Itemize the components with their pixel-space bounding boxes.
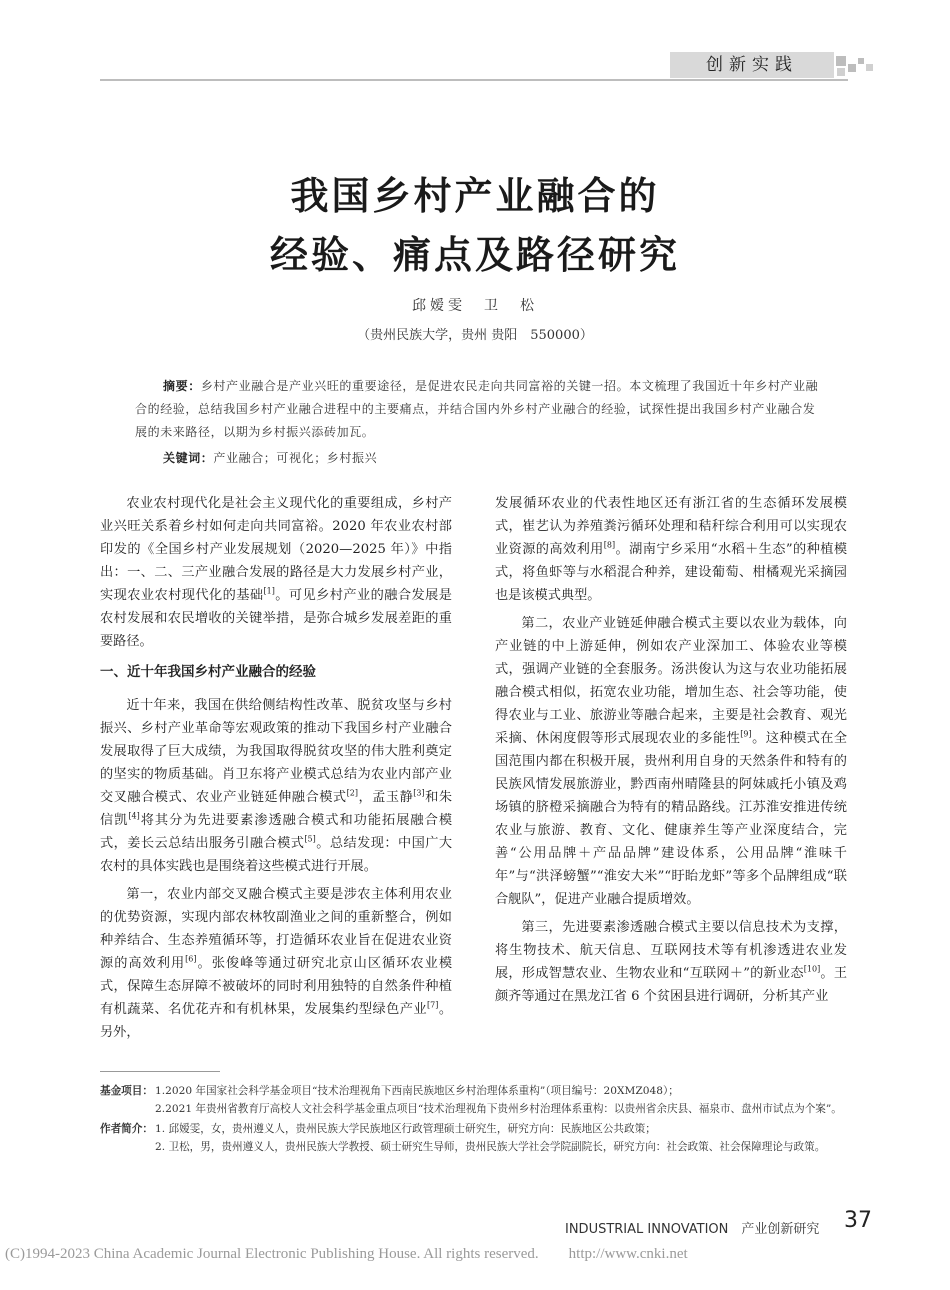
section-header — [0, 0, 950, 90]
citation: [9] — [740, 729, 752, 739]
section-label: 创新实践 — [706, 55, 798, 75]
paragraph — [100, 694, 452, 878]
text-run: 将其分为先进要素渗透融合模式和功能拓展融合模式，姜长云总结出服务引融合模式 — [100, 813, 453, 851]
text-run: 。这种模式在全国范围内都在积极开展，贵州利用自身的天然条件和特有的民族风情发展旅游业，黔西南州晴隆县的阿妹戚托小镇及鸡场镇的脐橙采摘融合为特有的精品路线。江苏淮安推进传统农业与旅游、教育、文化、健康养生等产业深度结合，完善“公用品牌＋产品品牌”建设体系，公用品牌“淮味千年”与“洪泽螃蟹”“淮安大米”“盱眙龙虾”等多个品牌组成“联合舰队”，促进产业融合提质增效。 — [495, 731, 848, 907]
author-bio-item: 2. 卫松，男，贵州遵义人，贵州民族大学教授、硕士研究生导师，贵州民族大学社会学院副院长，研究方向：社会政策、社会保障理论与政策。 — [155, 1141, 826, 1153]
keywords-text: 产业融合；可视化；乡村振兴 — [213, 451, 378, 465]
funding-note — [100, 1082, 850, 1118]
author-bio-label: 作者简介： — [100, 1123, 153, 1135]
decor-square — [848, 64, 856, 72]
paragraph — [100, 883, 452, 1044]
funding-label: 基金项目： — [100, 1085, 153, 1097]
footnote-divider — [100, 1071, 220, 1072]
citation: [1] — [263, 586, 275, 596]
affiliation: （贵州民族大学，贵州 贵阳 550000） — [357, 328, 593, 343]
funding-item: 2.2021 年贵州省教育厅高校人文社会科学基金重点项目“技术治理视角下贵州乡村治理体系重构：以贵州省余庆县、福泉市、盘州市试点为个案”。 — [155, 1103, 842, 1115]
header-rule — [100, 79, 848, 81]
decor-square — [858, 58, 864, 64]
text-run: 。湖南宁乡采用“水稻＋生态”的种植模式，将鱼虾等与水稻混合种养，建设葡萄、柑橘观光采摘园也是该模式典型。 — [495, 542, 848, 603]
citation: [2] — [346, 788, 358, 798]
abstract-text: 乡村产业融合是产业兴旺的重要途径，是促进农民走向共同富裕的关键一招。本文梳理了我国近十年乡村产业融合的经验，总结我国乡村产业融合进程中的主要痛点，并结合国内外乡村产业融合的经验，试探性提出我国乡村产业融合发展的未来路径，以期为乡村振兴添砖加瓦。 — [135, 379, 819, 439]
author-note — [100, 1120, 850, 1156]
funding-item: 1.2020 年国家社会科学基金项目“技术治理视角下西南民族地区乡村治理体系重构”（项目编号：20XMZ048）； — [155, 1085, 679, 1097]
decor-square — [836, 56, 846, 66]
text-run: 。张俊峰等通过研究北京山区循环农业模式，保障生态屏障不被破坏的同时利用独特的自然条件种植有机蔬菜、名优花卉和有机林果，发展集约型绿色产业 — [100, 956, 453, 1017]
section-label-box — [670, 52, 834, 78]
citation: [8] — [603, 540, 616, 550]
text-run: 。总结发现：中国广大农村的具体实践也是围绕着这些模式进行开展。 — [100, 836, 453, 874]
abstract — [135, 375, 825, 444]
author-bio-item: 1. 邱嫒雯，女，贵州遵义人，贵州民族大学民族地区行政管理硕士研究生，研究方向：民族地区公共政策； — [155, 1123, 656, 1135]
page-number: 37 — [844, 1208, 872, 1233]
text-run: 和朱信凯 — [100, 790, 453, 828]
text-run: 近十年来，我国在供给侧结构性改革、脱贫攻坚与乡村振兴、乡村产业革命等宏观政策的推动下我国乡村产业融合发展取得了巨大成绩，为我国取得脱贫攻坚的伟大胜利奠定的坚实的物质基础。肖卫东将产业模式总结为农业内部产业交叉融合模式、农业产业链延伸融合模式 — [100, 698, 452, 805]
left-column — [100, 492, 452, 1049]
article-title-line2: 经验、痛点及路径研究 — [269, 233, 680, 277]
section-heading: 一、近十年我国乡村产业融合的经验 — [100, 664, 316, 680]
abstract-label: 摘要： — [163, 379, 201, 393]
keywords — [163, 447, 823, 470]
decor-square — [866, 64, 873, 71]
decor-square — [837, 68, 845, 76]
footnotes — [100, 1082, 850, 1158]
paragraph — [495, 492, 847, 607]
text-run: 农业农村现代化是社会主义现代化的重要组成，乡村产业兴旺关系着乡村如何走向共同富裕。2020 年农业农村部印发的《全国乡村产业发展规划（2020—2025 年）》中指出：一、二、三产业融合发展的路径是大力发展乡村产业，实现农业农村现代化的基础 — [100, 496, 452, 603]
text-run: 。可见乡村产业的融合发展是农村发展和农民增收的关键举措，是弥合城乡发展差距的重要路径。 — [100, 588, 452, 649]
paragraph — [495, 612, 847, 911]
copyright-watermark: (C)1994-2023 China Academic Journal Electronic Publishing House. All rights reserved. http://www.cnki.net — [5, 1246, 688, 1262]
text-run: 。另外， — [100, 1002, 453, 1040]
text-run: 第三，先进要素渗透融合模式主要以信息技术为支撑，将生物技术、航天信息、互联网技术等有机渗透进农业发展，形成智慧农业、生物农业和“互联网＋”的新业态 — [495, 920, 847, 981]
citation: [6] — [185, 954, 197, 964]
paragraph — [495, 916, 847, 1008]
text-run: 。王颜齐等通过在黑龙江省 6 个贫困县进行调研，分析其产业 — [495, 966, 848, 1004]
authors: 邱嫒雯 卫 松 — [412, 298, 538, 314]
paragraph — [100, 492, 452, 653]
citation: [4] — [128, 811, 140, 821]
citation: [5] — [304, 834, 316, 844]
text-run: 第二，农业产业链延伸融合模式主要以农业为载体，向产业链的中上游延伸，例如农产业深加工、体验农业等模式，强调产业链的全套服务。汤洪俊认为这与农业功能拓展融合模式相似，拓宽农业功能，增加生态、社会等功能，使得农业与工业、旅游业等融合起来，主要是社会教育、观光采摘、休闲度假等形式展现农业的多能性 — [495, 616, 847, 746]
text-run: 第一，农业内部交叉融合模式主要是涉农主体利用农业的优势资源，实现内部农林牧副渔业之间的重新整合，例如种养结合、生态养殖循环等，打造循环农业旨在促进农业资源的高效利用 — [100, 887, 452, 971]
article-title-line1: 我国乡村产业融合的 — [290, 174, 660, 218]
keywords-label: 关键词： — [163, 451, 214, 465]
journal-name: INDUSTRIAL INNOVATION 产业创新研究 — [565, 1222, 820, 1237]
text-run: 发展循环农业的代表性地区还有浙江省的生态循环发展模式，崔艺认为养殖粪污循环处理和秸秆综合利用可以实现农业资源的高效利用 — [495, 496, 847, 557]
citation: [3] — [413, 788, 425, 798]
text-run: ，孟玉静 — [357, 790, 414, 805]
citation: [7] — [427, 1000, 439, 1010]
citation: [10] — [803, 964, 821, 974]
right-column — [495, 492, 847, 1013]
